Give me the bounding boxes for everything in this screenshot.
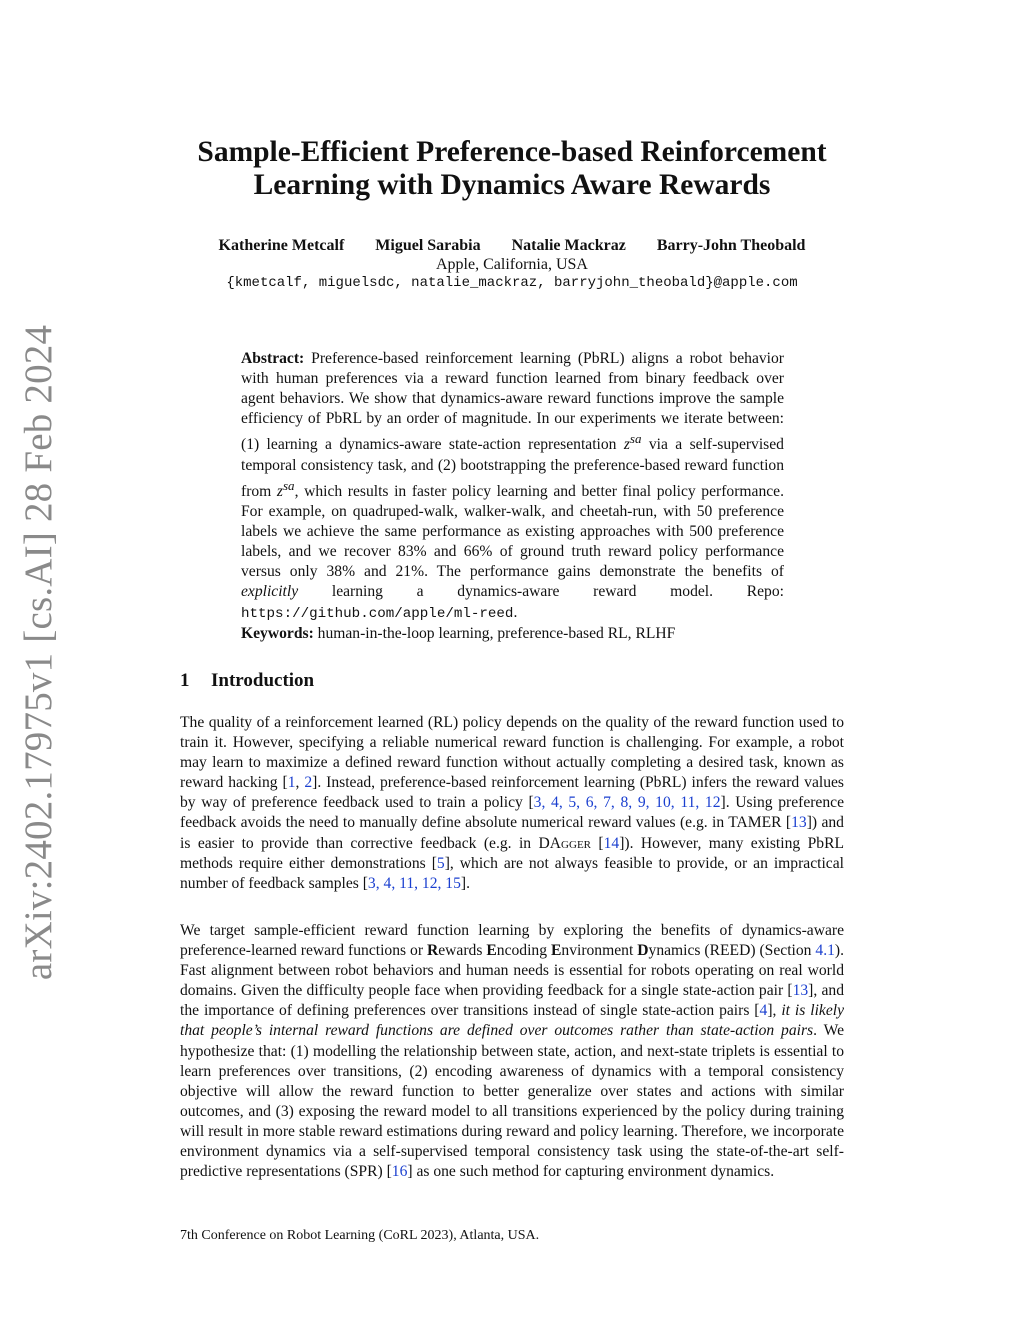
abstract-text: Preference-based reinforcement learning (PbRL) aligns a robot behavior with human preferences via a reward function learned from binary feedback over agent behaviors. We show that dynamics-aware reward functions improve the sample efficiency of PbRL by an order of magnitude. In our experiments we iterate between: (1) learning a dynamics-aware state-action representation [241,350,784,454]
text: ], which are not always feasible to provide, or an impractical number of feedback samples [ [180,854,844,892]
math-z: z [623,436,630,454]
intro-paragraph-2 [180,921,844,1182]
author-emails: {kmetcalf, miguelsdc, natalie_mackraz, barryjohn_theobald}@apple.com [226,275,798,291]
arxiv-stamp-text: arXiv:2402.17975v1 [cs.AI] 28 Feb 2024 [17,324,61,981]
abstract-emphasis: explicitly [241,583,299,601]
text: ]) and is easier to provide than corrective feedback (e.g. in D [180,814,844,852]
author: Natalie Mackraz [511,237,626,254]
paper-title [180,136,844,202]
section-heading [180,670,314,692]
math-sa: sa [629,431,642,447]
keywords-label: Keywords: [241,625,314,642]
section-number: 1 [180,670,190,691]
title-line-2: Learning with Dynamics Aware Rewards [253,169,771,201]
dagger-smallcaps: Agger [549,834,592,852]
text: The quality of a reinforcement learned (RL) policy depends on the quality of the reward function used to train it. However, specifying a reliable numerical reward function is challenging. For example, a robot may learn to maximize a defined reward function without actually completing a desired task, known as reward hacking [ [180,714,844,792]
acronym-letter: R [426,942,439,960]
citation-link[interactable]: 2 [304,774,313,792]
italic-claim: it is likely that people’s internal reward functions are defined over outcomes rather than state-action pairs [180,1002,844,1040]
author: Miguel Sarabia [375,237,481,254]
title-line-1: Sample-Efficient Preference-based Reinforcement [197,136,827,168]
text: ]). However, many existing PbRL methods require either demonstrations [ [180,834,844,872]
citation-link[interactable]: 1 [287,774,296,792]
section-link[interactable]: 4.1 [815,942,835,960]
keywords [241,625,784,643]
text: ]. [460,874,470,892]
math-sa: sa [283,477,295,493]
text: ], and the importance of defining preferences over transitions instead of single state-action pairs [ [180,982,844,1020]
keywords-text: human-in-the-loop learning, preference-based RL, RLHF [313,625,676,642]
text: , [295,774,305,792]
abstract-label: Abstract: [241,350,305,367]
citation-link[interactable]: 3, 4, 5, 6, 7, 8, 9, 10, 11, 12 [533,794,721,812]
citation-link[interactable]: 13 [791,814,807,832]
text: [ [591,834,604,852]
section-title: Introduction [211,670,315,691]
text: ], [767,1002,782,1020]
citation-link[interactable]: 4 [759,1002,768,1020]
citation-link[interactable]: 5 [436,854,445,872]
acronym-letter: E [486,942,497,960]
citation-link[interactable]: 14 [603,834,620,852]
text: We target sample-efficient reward function learning by exploring the benefits of dynamics-aware preference-learned reward functions or [180,922,844,960]
abstract [241,349,784,624]
text: ncoding [496,942,551,960]
arxiv-stamp [8,324,70,981]
abstract-text: . [513,603,518,621]
abstract-text: learning a dynamics-aware reward model. Repo: [298,583,784,601]
text: ). Fast alignment between robot behaviors and human needs is essential for robots operating on real world domains. Given the difficulty people face when providing feedback for a single state-action pair [ [180,942,845,1000]
repo-link[interactable]: https://github.com/apple/ml-reed [241,605,514,622]
math-z: z [276,482,283,500]
text: . We hypothesize that: (1) modelling the relationship between state, action, and next-state triplets is essential to learn preferences over transitions, (2) encoding awareness of dynamics with a temporal consistency objective will allow the reward function to better generalize over states and actions with similar outcomes, and (3) exposing the reward model to all transitions experienced by the policy during training will result in more stable reward estimations during reward and policy learning. Therefore, we incorporate environment dynamics via a self-supervised temporal consistency task using the state-of-the-art self-predictive representations (SPR) [ [180,1022,845,1181]
text: ewards [438,942,487,960]
citation-link[interactable]: 3, 4, 11, 12, 15 [367,874,461,892]
citation-link[interactable]: 13 [792,982,809,1000]
citation-link[interactable]: 16 [391,1163,408,1181]
conference-footer: 7th Conference on Robot Learning (CoRL 2023), Atlanta, USA. [180,1228,540,1243]
abstract-text: , which results in faster policy learning and better final policy performance. For example, on quadruped-walk, walker-walk, and cheetah-run, with 50 preference labels we achieve the same performance as existing approaches with 500 preference labels, and we recover 83% and 66% of ground truth reward policy performance versus only 38% and 21%. The performance gains demonstrate the benefits of [241,482,784,581]
affiliation: Apple, California, USA [436,256,588,273]
intro-paragraph-1 [180,713,844,894]
text: ]. Using preference feedback avoids the need to manually define absolute numerical reward values (e.g. in TAMER [ [180,794,844,832]
acronym-letter: D [637,942,649,960]
text: ynamics (REED) (Section [648,942,816,960]
author: Barry-John Theobald [656,237,806,254]
text: nvironment [561,942,638,960]
text: ]. Instead, preference-based reinforcement learning (PbRL) infers the reward values by way of preference feedback used to train a policy [ [180,774,844,812]
text: ] as one such method for capturing environment dynamics. [407,1163,775,1181]
abstract-text: via a self-supervised temporal consistency task, and (2) bootstrapping the preference-based reward function from [241,436,784,500]
acronym-letter: E [550,942,562,960]
author: Katherine Metcalf [218,237,345,254]
author-list [180,237,844,255]
